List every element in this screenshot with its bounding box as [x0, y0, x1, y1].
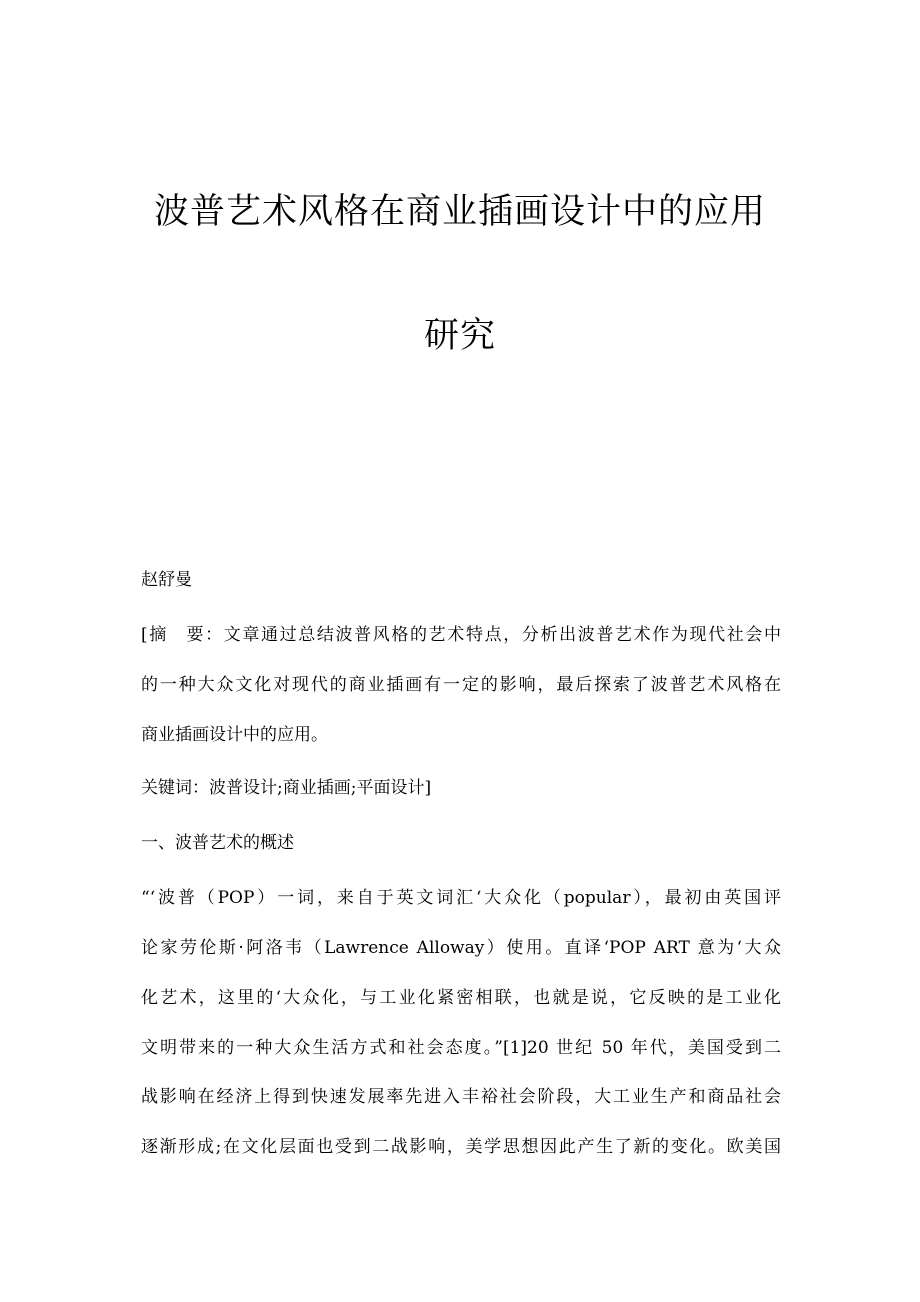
section-heading: 一、波普艺术的概述 [141, 833, 294, 853]
paragraph-line: 逐渐形成;在文化层面也受到二战影响，美学思想因此产生了新的变化。欧美国 [141, 1137, 781, 1157]
paragraph-line: 论家劳伦斯·阿洛韦（Lawrence Alloway）使用。直译‘POP ART 意为‘大众 [141, 938, 781, 958]
paragraph-line: “‘波普（POP）一词，来自于英文词汇‘大众化（popular），最初由英国评 [141, 888, 781, 908]
title-line-1: 波普艺术风格在商业插画设计中的应用 [153, 192, 766, 232]
abstract-line: [摘 要：文章通过总结波普风格的艺术特点，分析出波普艺术作为现代社会中 [141, 625, 781, 645]
keywords: 关键词：波普设计;商业插画;平面设计] [141, 778, 432, 798]
abstract-line: 商业插画设计中的应用。 [141, 725, 328, 745]
author-name: 赵舒曼 [141, 570, 192, 590]
paragraph-line: 化艺术，这里的‘大众化，与工业化紧密相联，也就是说，它反映的是工业化 [141, 988, 781, 1008]
paragraph-line: 战影响在经济上得到快速发展率先进入丰裕社会阶段，大工业生产和商品社会 [141, 1087, 781, 1107]
paragraph-line: 文明带来的一种大众生活方式和社会态度。”[1]20 世纪 50 年代，美国受到二 [141, 1038, 781, 1058]
title-line-2: 研究 [423, 316, 496, 356]
abstract-line: 的一种大众文化对现代的商业插画有一定的影响，最后探索了波普艺术风格在 [141, 675, 781, 695]
